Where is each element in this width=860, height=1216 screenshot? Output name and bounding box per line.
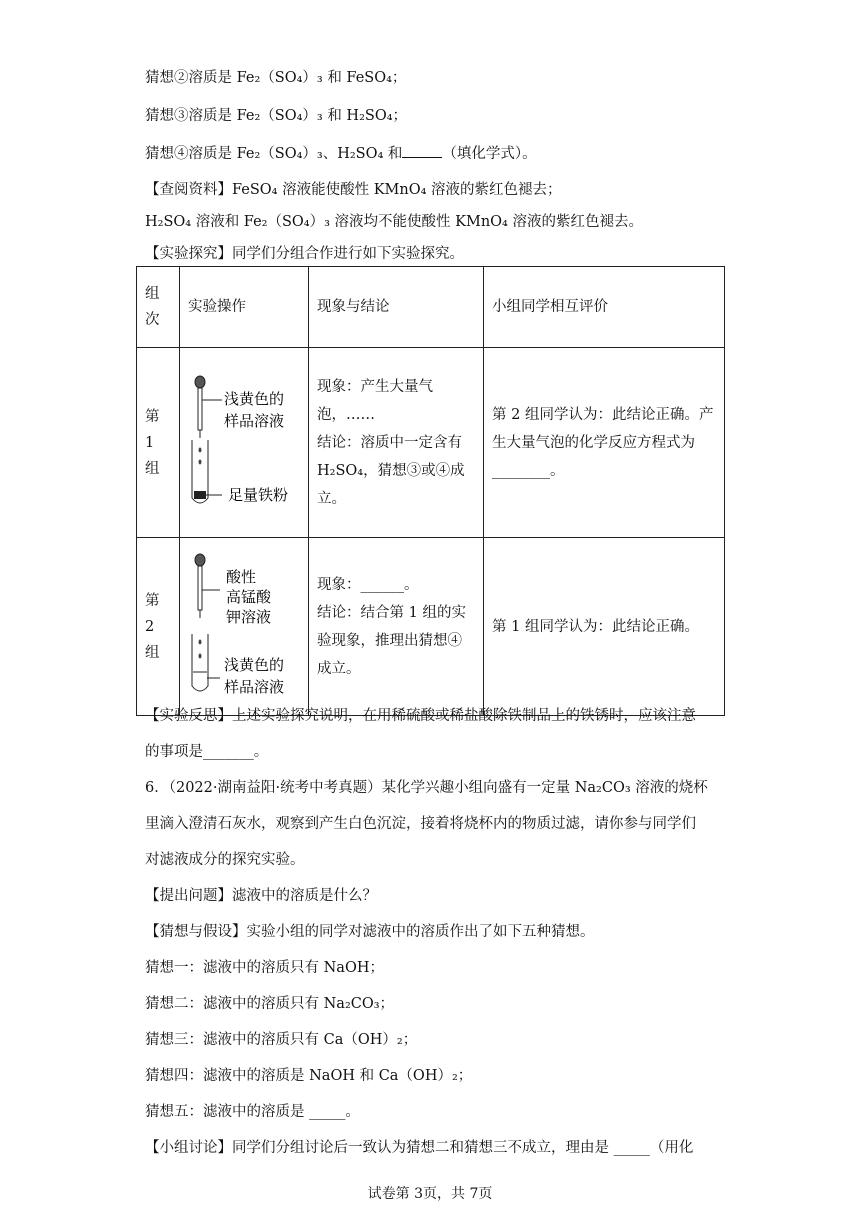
dropper-bulb-icon	[195, 554, 205, 566]
group-1-diagram	[180, 348, 309, 538]
group-2-diagram	[180, 538, 309, 716]
reflection-line-1: 【实验反思】上述实验探究说明，在用稀硫酸或稀盐酸除铁制品上的铁锈时，应该注意	[145, 708, 696, 724]
group-2-result	[309, 538, 484, 716]
tube-label: 足量铁粉	[228, 486, 289, 504]
dropper-label-3: 钾溶液	[226, 608, 272, 626]
group-1-result-text: 现象：产生大量气泡，…… 结论：溶质中一定含有 H₂SO₄，猜想③或④成立。	[317, 378, 465, 507]
dropper-tube-icon	[198, 566, 202, 610]
group-2-result-text: 现象：______。 结论：结合第 1 组的实验现象，推理出猜想④成立。	[317, 576, 466, 677]
question-6-problem: 【提出问题】滤液中的溶质是什么？	[145, 888, 377, 904]
table-header-row	[137, 267, 725, 348]
group-1-result	[309, 348, 484, 538]
experiment-intro: 【实验探究】同学们分组合作进行如下实验探究。	[145, 246, 464, 262]
dropper-bulb-icon	[195, 376, 205, 388]
table-row	[137, 348, 725, 538]
reflection-line-2: 的事项是_______。	[145, 744, 269, 760]
guess-2: 猜想②溶质是 Fe₂（SO₄）₃ 和 FeSO₄；	[145, 70, 407, 86]
dropper-label-1: 浅黄色的	[224, 390, 285, 408]
header-group: 组次	[137, 267, 180, 348]
question-6-line-2: 里滴入澄清石灰水，观察到产生白色沉淀，接着将烧杯内的物质过滤，请你参与同学们	[145, 816, 696, 832]
dropper-tube-diagram	[180, 348, 308, 528]
question-6-hypothesis: 【猜想与假设】实验小组的同学对滤液中的溶质作出了如下五种猜想。	[145, 924, 595, 940]
tube-label-1: 浅黄色的	[224, 656, 285, 674]
group-2-label: 第 2 组	[137, 538, 180, 716]
answer-blank	[402, 143, 442, 158]
group-1-evaluation	[484, 348, 725, 538]
guess-4-suffix: （填化学式）。	[442, 146, 537, 162]
dropper-tube-diagram	[180, 538, 308, 706]
guess-3: 猜想③溶质是 Fe₂（SO₄）₃ 和 H₂SO₄；	[145, 108, 408, 124]
table-row	[137, 538, 725, 716]
guess-4-text: 猜想④溶质是 Fe₂（SO₄）₃、H₂SO₄ 和	[145, 146, 403, 162]
guess-three: 猜想三：滤液中的溶质只有 Ca（OH）₂；	[145, 1032, 418, 1048]
header-evaluation: 小组同学相互评价	[484, 267, 725, 348]
group-2-evaluation: 第 1 组同学认为：此结论正确。	[484, 538, 725, 716]
tube-label-2: 样品溶液	[224, 678, 285, 696]
group-1-label: 第 1 组	[137, 348, 180, 538]
reference-info-1: 【查阅资料】FeSO₄ 溶液能使酸性 KMnO₄ 溶液的紫红色褪去；	[145, 182, 562, 198]
guess-4	[145, 143, 537, 164]
question-6-line-3: 对滤液成分的探究实验。	[145, 852, 305, 868]
group-1-evaluation-text: 第 2 组同学认为：此结论正确。产生大量气泡的化学反应方程式为________。	[492, 406, 714, 479]
header-operation: 实验操作	[180, 267, 309, 348]
dropper-label-2: 样品溶液	[224, 412, 285, 430]
guess-four: 猜想四：滤液中的溶质是 NaOH 和 Ca（OH）₂；	[145, 1068, 473, 1084]
page-footer: 试卷第 3页，共 7页	[367, 1186, 493, 1202]
guess-one: 猜想一：滤液中的溶质只有 NaOH；	[145, 960, 384, 976]
iron-powder-icon	[194, 491, 206, 499]
dropper-label-1: 酸性	[226, 568, 257, 586]
guess-five: 猜想五：滤液中的溶质是 _____。	[145, 1104, 360, 1120]
question-6-line-1: 6．（2022·湖南益阳·统考中考真题）某化学兴趣小组向盛有一定量 Na₂CO₃ 溶液的烧杯	[145, 780, 708, 796]
guess-two: 猜想二：滤液中的溶质只有 Na₂CO₃；	[145, 996, 395, 1012]
experiment-table	[136, 266, 725, 716]
header-result: 现象与结论	[309, 267, 484, 348]
dropper-tube-icon	[198, 388, 202, 430]
reference-info-2: H₂SO₄ 溶液和 Fe₂（SO₄）₃ 溶液均不能使酸性 KMnO₄ 溶液的紫红色褪去。	[145, 214, 643, 230]
group-discussion: 【小组讨论】同学们分组讨论后一致认为猜想二和猜想三不成立，理由是 _____（用化	[145, 1140, 694, 1156]
dropper-label-2: 高锰酸	[226, 588, 272, 606]
